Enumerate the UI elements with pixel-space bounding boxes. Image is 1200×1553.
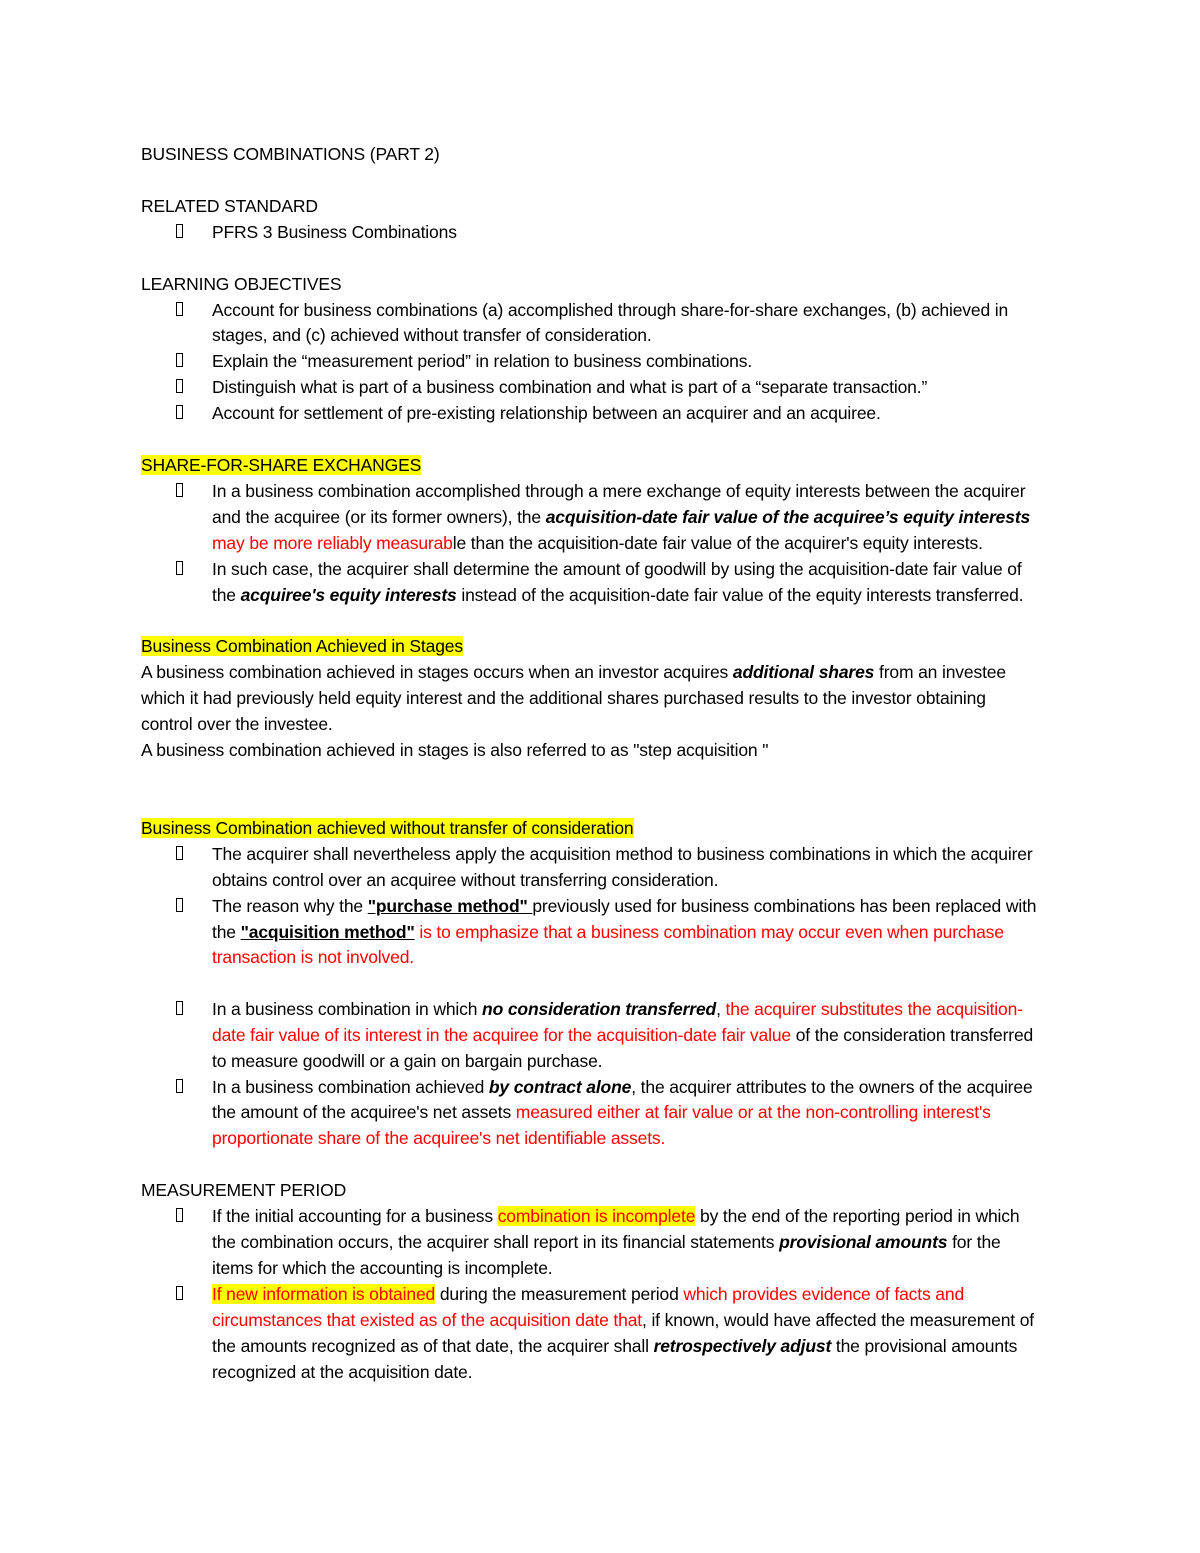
related-standard-heading: RELATED STANDARD [141,196,318,216]
emphasis-text: by contract alone [488,1077,632,1097]
stages-line-4: A business combination achieved in stages is also referred to as "step acquisition " [141,740,769,760]
bullet-icon [175,841,189,867]
without-consideration-heading [141,815,634,841]
red-text: may be more reliably measurab [212,533,453,553]
stages-line-3: control over the investee. [141,714,333,734]
without-bullet-4-line-1: In a business combination achieved by contract alone, the acquirer attributes to the owners of the acquiree [212,1077,1033,1097]
share-bullet-2-line-1: In such case, the acquirer shall determine the amount of goodwill by using the acquisition-date fair value of [212,559,1022,579]
without-bullet-3-line-3: to measure goodwill or a gain on bargain purchase. [212,1051,603,1071]
bullet-icon [175,556,189,582]
emphasis-text: acquisition-date fair value of the acquiree’s equity interests [545,507,1031,527]
measurement-bullet-1-line-1: If the initial accounting for a business combination is incomplete by the end of the reporting period in which [212,1206,1020,1226]
measurement-bullet-1-line-3: items for which the accounting is incomplete. [212,1258,553,1278]
objective-1-line-2: stages, and (c) achieved without transfer of consideration. [212,325,652,345]
measurement-bullet-2-line-3: the amounts recognized as of that date, the acquirer shall retrospectively adjust the provisional amounts [212,1336,1018,1356]
highlighted-heading: SHARE-FOR-SHARE EXCHANGES [141,455,422,475]
bullet-icon [175,1203,189,1229]
bullet-icon [175,297,189,323]
emphasis-text: retrospectively adjust [653,1336,832,1356]
share-bullet-1-line-3: may be more reliably measurable than the acquisition-date fair value of the acquirer's equity interests. [212,533,983,553]
highlighted-heading: Business Combination Achieved in Stages [141,636,463,656]
learning-objectives-heading: LEARNING OBJECTIVES [141,274,342,294]
measurement-bullet-1-line-2: the combination occurs, the acquirer shall report in its financial statements provisional amounts for the [212,1232,1001,1252]
measurement-bullet-2-line-4: recognized at the acquisition date. [212,1362,473,1382]
red-text: circumstances that existed as of the acquisition date that [212,1310,643,1330]
red-text: measured either at fair value or at the non-controlling interest's [515,1102,991,1122]
red-text: which provides evidence of facts and [683,1284,965,1304]
bullet-icon [175,1281,189,1307]
objective-2: Explain the “measurement period” in relation to business combinations. [212,351,753,371]
measurement-bullet-2-line-1: If new information is obtained during the measurement period which provides evidence of facts and [212,1284,965,1304]
without-bullet-2-line-2: the "acquisition method" is to emphasize that a business combination may occur even when purchase [212,922,1004,942]
without-bullet-2-line-3: transaction is not involved. [212,947,415,967]
underlined-term: "purchase method" [367,896,533,916]
without-bullet-1-line-1: The acquirer shall nevertheless apply the acquisition method to business combinations in which the acquirer [212,844,1033,864]
share-bullet-1-line-1: In a business combination accomplished through a mere exchange of equity interests between the acquirer [212,481,1026,501]
red-text: is to emphasize that a business combination may occur even when purchase [414,922,1004,942]
emphasis-text: additional shares [732,662,875,682]
red-text: date fair value of its interest in the acquiree for the acquisition-date fair value [212,1025,791,1045]
without-bullet-4-line-2: the amount of the acquiree's net assets measured either at fair value or at the non-controlling interest's [212,1102,991,1122]
emphasis-text: no consideration transferred [482,999,717,1019]
bullet-icon [175,348,189,374]
stages-line-1: A business combination achieved in stages occurs when an investor acquires additional shares from an investee [141,662,1006,682]
related-standard-item: PFRS 3 Business Combinations [212,222,457,242]
bullet-icon [175,996,189,1022]
without-bullet-3-line-2: date fair value of its interest in the acquiree for the acquisition-date fair value of the consideration transferred [212,1025,1034,1045]
bullet-icon [175,400,189,426]
without-bullet-4-line-3: proportionate share of the acquiree's net identifiable assets. [212,1128,666,1148]
share-bullet-1-line-2: and the acquiree (or its former owners), the acquisition-date fair value of the acquiree’s equity interests [212,507,1031,527]
stages-heading [141,633,463,659]
share-for-share-heading [141,452,421,478]
highlighted-red-text: combination is incomplete [497,1206,696,1226]
stages-line-2: which it had previously held equity interest and the additional shares purchased results to the investor obtaining [141,688,986,708]
objective-4: Account for settlement of pre-existing relationship between an acquirer and an acquiree. [212,403,881,423]
objective-1-line-1: Account for business combinations (a) accomplished through share-for-share exchanges, (b) achieved in [212,300,1009,320]
bullet-icon [175,1074,189,1100]
share-bullet-2-line-2: the acquiree's equity interests instead of the acquisition-date fair value of the equity interests transferred. [212,585,1024,605]
underlined-term: "acquisition method" [240,922,415,942]
red-text: the acquirer substitutes the acquisition- [725,999,1023,1019]
without-bullet-3-line-1: In a business combination in which no consideration transferred, the acquirer substitutes the acquisition- [212,999,1023,1019]
bullet-icon [175,478,189,504]
bullet-icon [175,374,189,400]
measurement-period-heading: MEASUREMENT PERIOD [141,1180,347,1200]
bullet-icon [175,893,189,919]
emphasis-text: acquiree's equity interests [240,585,457,605]
document-title: BUSINESS COMBINATIONS (PART 2) [141,144,440,164]
highlighted-heading: Business Combination achieved without transfer of consideration [141,818,634,838]
bullet-icon [175,219,189,245]
measurement-bullet-2-line-2: circumstances that existed as of the acquisition date that, if known, would have affected the measurement of [212,1310,1035,1330]
without-bullet-1-line-2: obtains control over an acquiree without transferring consideration. [212,870,719,890]
without-bullet-2-line-1: The reason why the "purchase method" previously used for business combinations has been replaced with [212,896,1037,916]
emphasis-text: provisional amounts [779,1232,948,1252]
objective-3: Distinguish what is part of a business combination and what is part of a “separate transaction.” [212,377,928,397]
highlighted-red-text: If new information is obtained [212,1284,436,1304]
